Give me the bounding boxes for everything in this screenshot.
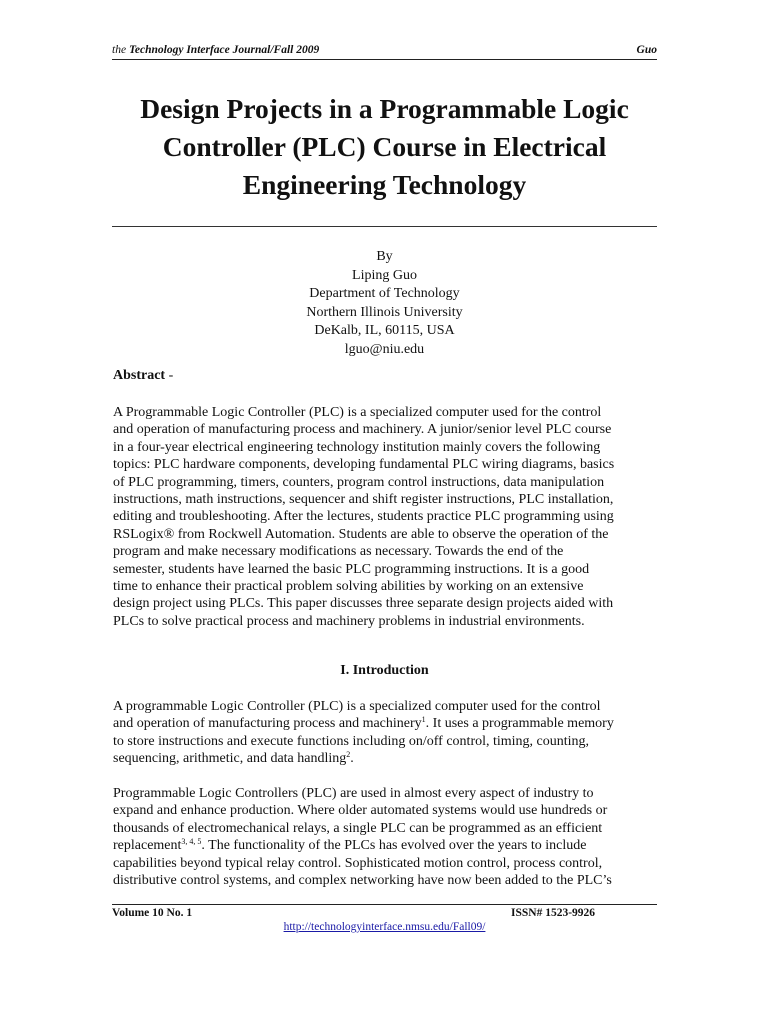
paragraph-line: sequencing, arithmetic, and data handling$^2$. — [113, 750, 354, 767]
author-block — [112, 248, 657, 359]
abstract-heading: Abstract - — [113, 368, 174, 383]
abstract-line: of PLC programming, timers, counters, program control instructions, data manipulation — [113, 474, 605, 490]
citation-superscript: 1 — [421, 715, 426, 725]
author-location: DeKalb, IL, 60115, USA — [314, 323, 455, 338]
issn-label: ISSN# 1523-9926 — [511, 907, 596, 919]
paragraph-line: Programmable Logic Controllers (PLC) are used in almost every aspect of industry to — [113, 786, 594, 801]
paragraph-line: expand and enhance production. Where older automated systems would use hundreds or — [113, 803, 608, 819]
author-email: lguo@niu.edu — [344, 341, 425, 357]
section-heading-introduction: I. Introduction — [340, 663, 429, 678]
abstract-line: semester, students have learned the basic PLC programming instructions. It is a good — [113, 561, 590, 577]
abstract-line: and operation of manufacturing process and machinery. A junior/senior level PLC course — [113, 422, 612, 438]
paragraph-line: thousands of electromechanical relays, a single PLC can be programmed as an efficient — [113, 820, 603, 836]
journal-name: the Technology Interface Journal/Fall 2009 — [112, 44, 320, 56]
author-name: Liping Guo — [352, 267, 417, 283]
intro-paragraph-2 — [113, 785, 661, 889]
abstract-line: time to enhance their practical problem solving abilities by working on an extensive — [113, 579, 584, 595]
abstract-line: in a four-year electrical engineering technology institution mainly covers the following — [113, 439, 601, 455]
abstract-line: instructions, math instructions, sequencer and shift register instructions, PLC installation, — [113, 492, 614, 508]
abstract-line: A Programmable Logic Controller (PLC) is a specialized computer used for the control — [113, 405, 602, 420]
paragraph-line: capabilities beyond typical relay control. Sophisticated motion control, process control, — [113, 855, 603, 871]
paper-title — [112, 90, 657, 204]
citation-superscript: 2 — [346, 750, 351, 760]
header-author: Guo — [636, 44, 657, 56]
paragraph-line: distributive control systems, and complex networking have now been added to the PLC’s — [113, 873, 612, 889]
citation-superscript: 3, 4, 5 — [181, 837, 202, 847]
journal-url-link[interactable]: http://technologyinterface.nmsu.edu/Fall09/ — [283, 921, 486, 933]
footer-divider — [112, 904, 657, 905]
by-label: By — [376, 249, 393, 264]
abstract-line: RSLogix® from Rockwell Automation. Students are able to observe the operation of the — [113, 526, 609, 542]
abstract-line: topics: PLC hardware components, developing fundamental PLC wiring diagrams, basics — [113, 457, 615, 473]
abstract-line: program and make necessary modifications as necessary. Towards the end of the — [113, 544, 564, 560]
intro-paragraph-1 — [113, 698, 661, 768]
running-header — [112, 44, 657, 60]
volume-label: Volume 10 No. 1 — [112, 907, 193, 919]
abstract-paragraph — [113, 404, 661, 630]
paragraph-line: to store instructions and execute functions including on/off control, timing, counting, — [113, 733, 590, 749]
abstract-line: PLCs to solve practical process and machinery problems in industrial environments. — [113, 613, 585, 629]
abstract-line: design project using PLCs. This paper discusses three separate design projects aided with — [113, 596, 614, 612]
paragraph-line: and operation of manufacturing process and machinery$^1$. It uses a programmable memory — [113, 715, 614, 732]
title-divider — [112, 226, 657, 227]
author-department: Department of Technology — [309, 286, 460, 301]
author-university: Northern Illinois University — [306, 304, 463, 320]
title-line: Design Projects in a Programmable Logic — [140, 93, 629, 124]
title-line: Controller (PLC) Course in Electrical — [162, 131, 607, 162]
abstract-line: editing and troubleshooting. After the lectures, students practice PLC programming using — [113, 509, 614, 525]
paragraph-line: replacement$^{3, 4, 5}$. The functionality of the PLCs has evolved over the years to include — [113, 837, 587, 854]
paragraph-line: A programmable Logic Controller (PLC) is a specialized computer used for the control — [113, 699, 601, 714]
title-line: Engineering Technology — [242, 169, 527, 200]
